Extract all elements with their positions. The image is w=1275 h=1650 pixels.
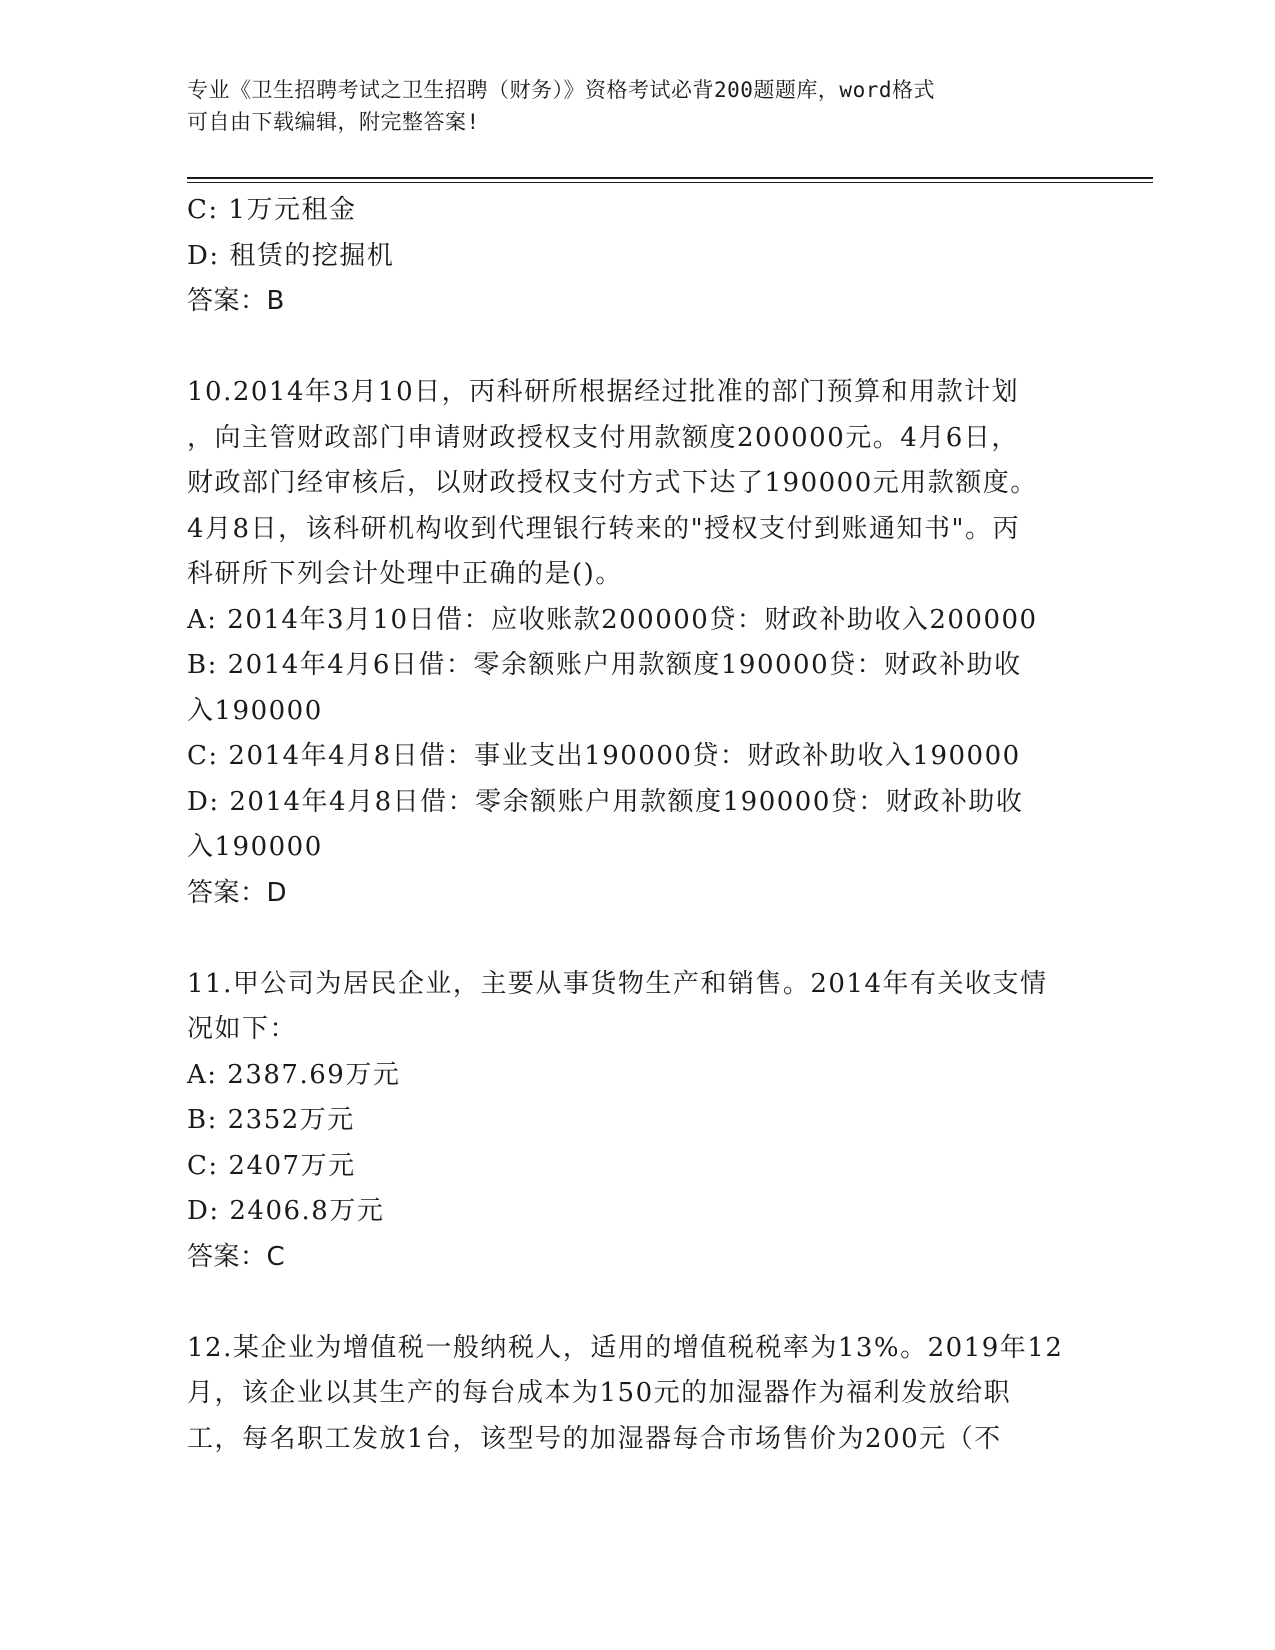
q10-stem-line: ，向主管财政部门申请财政授权支付用款额度200000元。4月6日， — [187, 422, 1019, 453]
q10-stem-line: 10.2014年3月10日，丙科研所根据经过批准的部门预算和用款计划 — [187, 377, 1020, 407]
q10-option-a: A: 2014年3月10日借：应收账款200000贷：财政补助收入200000 — [187, 604, 1038, 635]
question-content — [187, 188, 1087, 1462]
q11-answer: 答案：C — [187, 1241, 286, 1272]
q12-stem-line: 工，每名职工发放1台，该型号的加湿器每合市场售价为200元（不 — [187, 1423, 1002, 1454]
q10-stem-line: 财政部门经审核后，以财政授权支付方式下达了190000元用款额度。 — [187, 468, 1038, 498]
q9-answer: 答案：B — [187, 286, 285, 316]
q11-option-b: B: 2352万元 — [187, 1105, 355, 1135]
q11-option-d: D: 2406.8万元 — [187, 1196, 385, 1226]
spacer — [187, 325, 1087, 371]
q11-stem-line: 况如下： — [187, 1014, 298, 1044]
spacer — [187, 916, 1087, 962]
q10-option-b: B: 2014年4月6日借：零余额账户用款额度190000贷：财政补助收 — [187, 650, 1022, 680]
q10-answer: 答案：D — [187, 877, 288, 908]
q9-option-d: D: 租赁的挖掘机 — [187, 240, 395, 271]
q10-stem-line: 4月8日，该科研机构收到代理银行转来的"授权支付到账通知书"。丙 — [187, 513, 1021, 544]
spacer — [187, 1280, 1087, 1326]
q10-option-c: C: 2014年4月8日借：事业支出190000贷：财政补助收入190000 — [187, 741, 1021, 771]
q10-option-b-cont: 入190000 — [187, 695, 323, 726]
q12-stem-line: 月，该企业以其生产的每台成本为150元的加湿器作为福利发放给职 — [187, 1378, 1012, 1408]
q9-option-c: C: 1万元租金 — [187, 195, 357, 225]
header-line-1: 专业《卫生招聘考试之卫生招聘（财务）》资格考试必背200题题库，word格式 — [187, 78, 935, 102]
document-header — [187, 74, 1067, 138]
q11-stem-line: 11.甲公司为居民企业，主要从事货物生产和销售。2014年有关收支情 — [187, 968, 1048, 999]
header-line-2: 可自由下载编辑，附完整答案! — [187, 110, 480, 134]
q11-option-c: C: 2407万元 — [187, 1150, 356, 1181]
q11-option-a: A: 2387.69万元 — [187, 1059, 401, 1090]
q12-stem-line: 12.某企业为增值税一般纳税人，适用的增值税税率为13%。2019年12 — [187, 1332, 1064, 1363]
q10-option-d: D: 2014年4月8日借：零余额账户用款额度190000贷：财政补助收 — [187, 786, 1024, 817]
header-divider-thin — [187, 182, 1153, 183]
header-divider-thick — [187, 177, 1153, 179]
q10-option-d-cont: 入190000 — [187, 832, 323, 862]
q10-stem-line: 科研所下列会计处理中正确的是()。 — [187, 559, 623, 589]
